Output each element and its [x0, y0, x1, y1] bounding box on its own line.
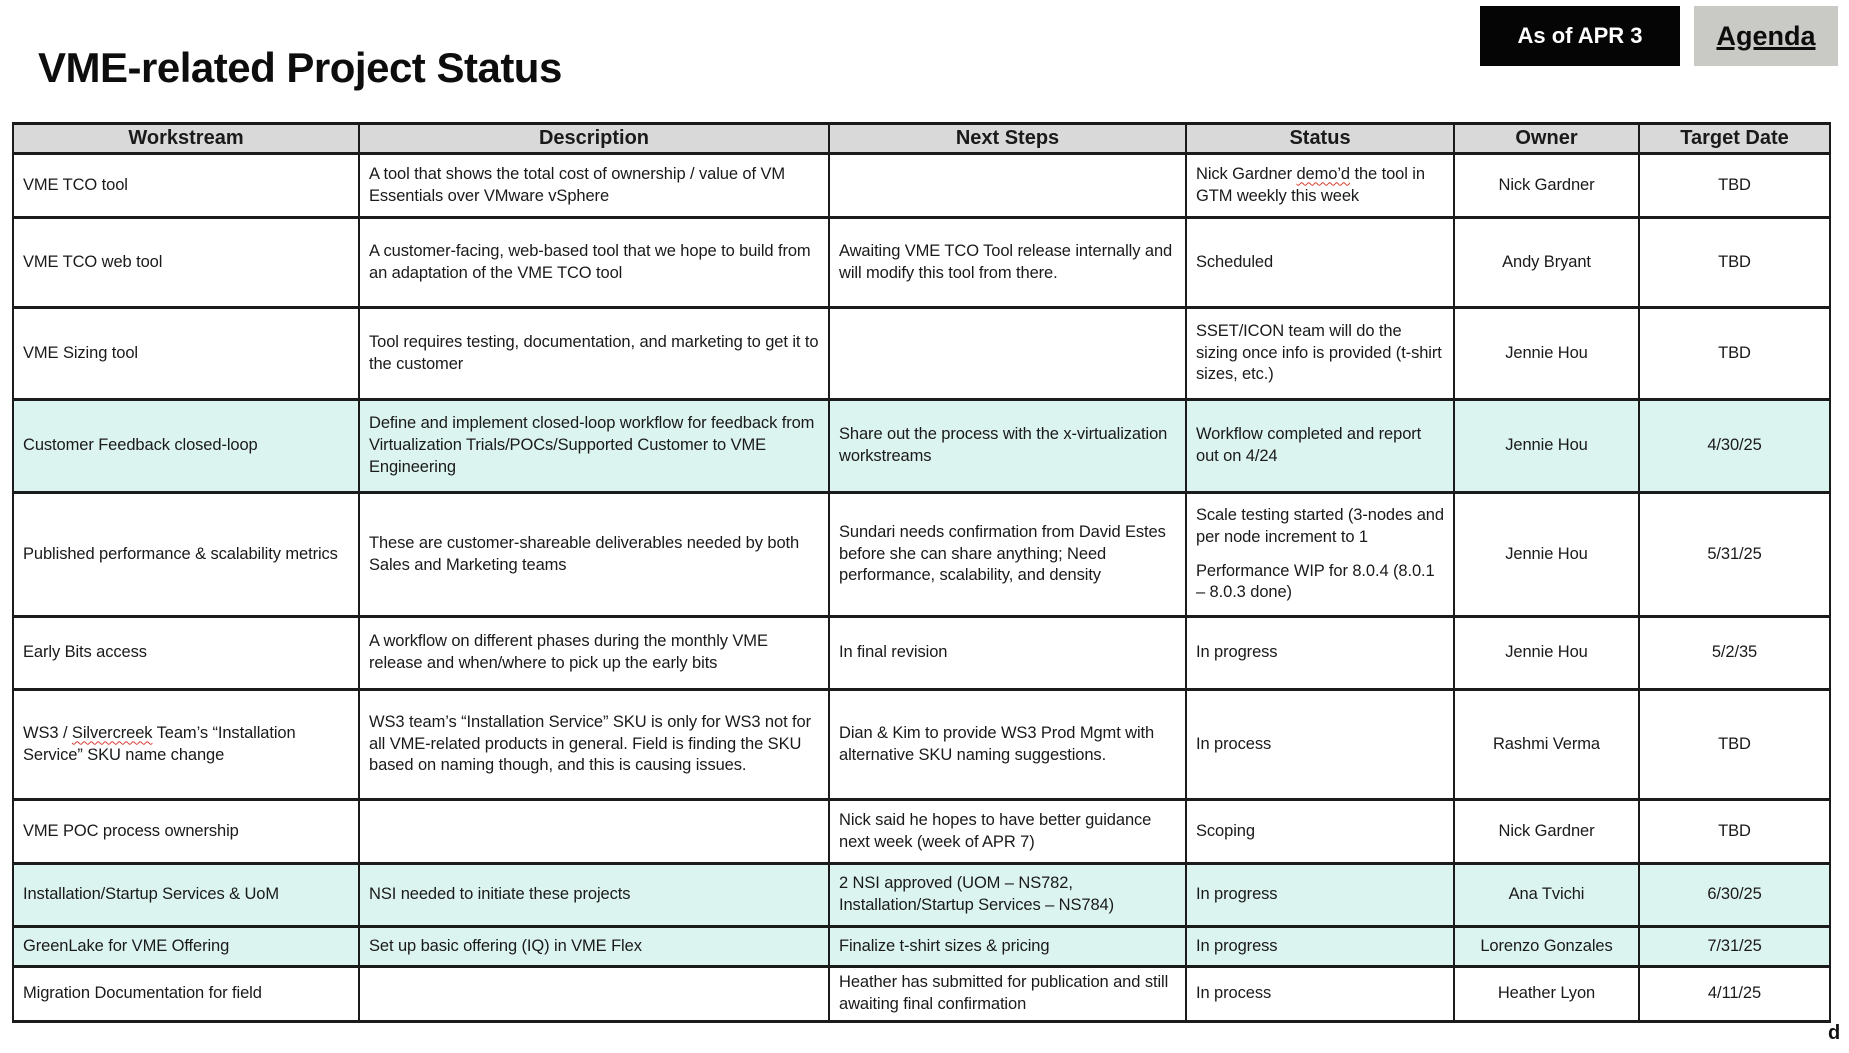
cell-description: These are customer-shareable deliverables needed by both Sales and Marketing teams [359, 493, 829, 617]
cell-workstream: VME TCO tool [13, 154, 359, 218]
stray-text-artifact: d [1828, 1022, 1841, 1044]
cell-status: SSET/ICON team will do the sizing once info is provided (t-shirt sizes, etc.) [1186, 308, 1454, 400]
cell-next-steps: Dian & Kim to provide WS3 Prod Mgmt with alternative SKU naming suggestions. [829, 690, 1186, 800]
cell-description: WS3 team’s “Installation Service” SKU is only for WS3 not for all VME-related products in general. Field is finding the SKU based on naming though, and this is causing issues. [359, 690, 829, 800]
cell-description [359, 967, 829, 1022]
table-row [13, 218, 1830, 308]
cell-next-steps: Awaiting VME TCO Tool release internally and will modify this tool from there. [829, 218, 1186, 308]
project-status-table [12, 122, 1831, 1023]
cell-status: In process [1186, 690, 1454, 800]
cell-description: A workflow on different phases during the monthly VME release and when/where to pick up the early bits [359, 617, 829, 690]
cell-next-steps: Nick said he hopes to have better guidance next week (week of APR 7) [829, 800, 1186, 864]
cell-next-steps: 2 NSI approved (UOM – NS782, Installation/Startup Services – NS784) [829, 864, 1186, 927]
cell-status [1186, 493, 1454, 617]
cell-description [359, 800, 829, 864]
cell-owner: Lorenzo Gonzales [1454, 927, 1639, 967]
cell-owner: Jennie Hou [1454, 308, 1639, 400]
table-row-highlighted [13, 927, 1830, 967]
cell-description: A tool that shows the total cost of ownership / value of VM Essentials over VMware vSphere [359, 154, 829, 218]
cell-status: In progress [1186, 617, 1454, 690]
cell-status [1186, 154, 1454, 218]
cell-owner: Jennie Hou [1454, 617, 1639, 690]
status-line-1: Scale testing started (3-nodes and per node increment to 1 [1196, 505, 1444, 546]
workstream-text: Team’s “Installation Service” SKU name change [23, 723, 296, 764]
table-row [13, 308, 1830, 400]
cell-target-date: 5/2/35 [1639, 617, 1830, 690]
cell-workstream: Installation/Startup Services & UoM [13, 864, 359, 927]
as-of-date-badge: As of APR 3 [1480, 6, 1680, 66]
cell-status: Scoping [1186, 800, 1454, 864]
cell-target-date: TBD [1639, 308, 1830, 400]
cell-next-steps: Sundari needs confirmation from David Estes before she can share anything; Need performance, scalability, and density [829, 493, 1186, 617]
cell-next-steps: In final revision [829, 617, 1186, 690]
cell-target-date: 6/30/25 [1639, 864, 1830, 927]
cell-workstream: Migration Documentation for field [13, 967, 359, 1022]
cell-status: Workflow completed and report out on 4/24 [1186, 400, 1454, 493]
cell-description: Set up basic offering (IQ) in VME Flex [359, 927, 829, 967]
cell-target-date: TBD [1639, 218, 1830, 308]
cell-workstream: VME TCO web tool [13, 218, 359, 308]
cell-target-date: TBD [1639, 690, 1830, 800]
cell-owner: Nick Gardner [1454, 154, 1639, 218]
cell-owner: Heather Lyon [1454, 967, 1639, 1022]
cell-next-steps [829, 154, 1186, 218]
cell-owner: Jennie Hou [1454, 400, 1639, 493]
table-row-highlighted [13, 864, 1830, 927]
cell-next-steps: Heather has submitted for publication and still awaiting final confirmation [829, 967, 1186, 1022]
cell-description: Define and implement closed-loop workflow for feedback from Virtualization Trials/POCs/Supported Customer to VME Engineering [359, 400, 829, 493]
status-text: the tool in GTM weekly this week [1196, 164, 1425, 205]
status-line-2: Performance WIP for 8.0.4 (8.0.1 – 8.0.3 done) [1196, 561, 1435, 602]
header-description: Description [359, 124, 829, 154]
cell-target-date: 4/30/25 [1639, 400, 1830, 493]
cell-owner: Ana Tvichi [1454, 864, 1639, 927]
cell-target-date: 5/31/25 [1639, 493, 1830, 617]
table-row-highlighted [13, 400, 1830, 493]
cell-status: Scheduled [1186, 218, 1454, 308]
header-owner: Owner [1454, 124, 1639, 154]
cell-description: Tool requires testing, documentation, and marketing to get it to the customer [359, 308, 829, 400]
page-title: VME-related Project Status [38, 44, 562, 91]
agenda-link-button[interactable]: Agenda [1694, 6, 1838, 66]
cell-owner: Nick Gardner [1454, 800, 1639, 864]
cell-workstream: VME Sizing tool [13, 308, 359, 400]
cell-owner: Andy Bryant [1454, 218, 1639, 308]
table-row [13, 967, 1830, 1022]
status-text: Nick Gardner [1196, 164, 1297, 183]
cell-next-steps: Share out the process with the x-virtualization workstreams [829, 400, 1186, 493]
cell-next-steps [829, 308, 1186, 400]
table-header-row [13, 124, 1830, 154]
cell-workstream: Customer Feedback closed-loop [13, 400, 359, 493]
header-target-date: Target Date [1639, 124, 1830, 154]
header-workstream: Workstream [13, 124, 359, 154]
header-status: Status [1186, 124, 1454, 154]
workstream-text: WS3 / [23, 723, 72, 742]
cell-workstream: Early Bits access [13, 617, 359, 690]
table-row [13, 154, 1830, 218]
cell-status: In progress [1186, 927, 1454, 967]
cell-target-date: TBD [1639, 800, 1830, 864]
cell-workstream [13, 690, 359, 800]
cell-workstream: VME POC process ownership [13, 800, 359, 864]
cell-next-steps: Finalize t-shirt sizes & pricing [829, 927, 1186, 967]
spellcheck-word: demo’d [1296, 164, 1351, 183]
table-row [13, 800, 1830, 864]
spellcheck-word: Silvercreek [71, 723, 153, 742]
table-row [13, 617, 1830, 690]
header-next-steps: Next Steps [829, 124, 1186, 154]
cell-owner: Rashmi Verma [1454, 690, 1639, 800]
table-row [13, 690, 1830, 800]
cell-status: In progress [1186, 864, 1454, 927]
table-row [13, 493, 1830, 617]
cell-target-date: 7/31/25 [1639, 927, 1830, 967]
cell-description: A customer-facing, web-based tool that we hope to build from an adaptation of the VME TCO tool [359, 218, 829, 308]
cell-status: In process [1186, 967, 1454, 1022]
cell-workstream: Published performance & scalability metrics [13, 493, 359, 617]
cell-description: NSI needed to initiate these projects [359, 864, 829, 927]
cell-target-date: 4/11/25 [1639, 967, 1830, 1022]
cell-workstream: GreenLake for VME Offering [13, 927, 359, 967]
cell-target-date: TBD [1639, 154, 1830, 218]
cell-owner: Jennie Hou [1454, 493, 1639, 617]
